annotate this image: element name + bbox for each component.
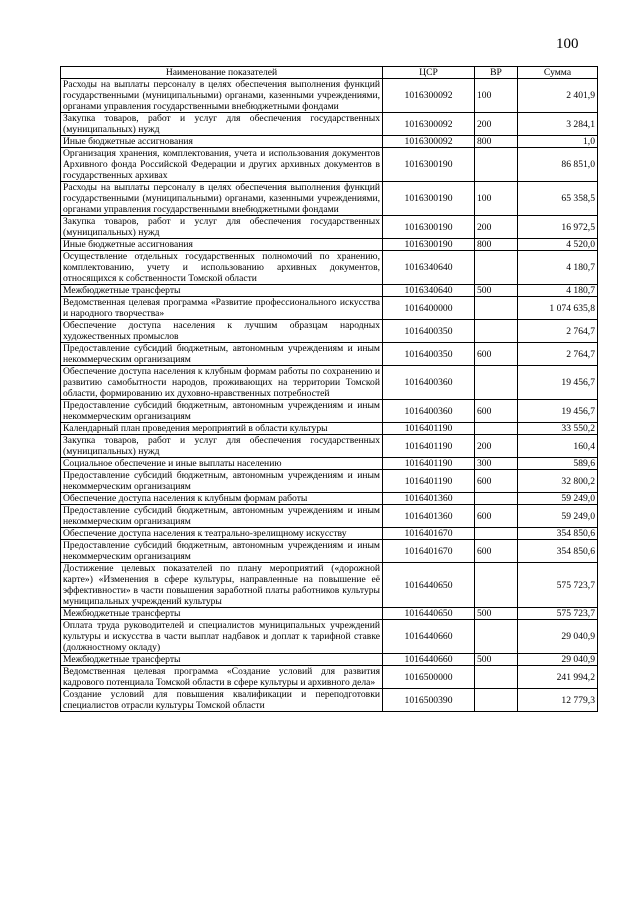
row-name-cell: Ведомственная целевая программа «Создание условий для развития кадрового потенциала Томской области в сфере культуры и архивного дела» [61,666,383,689]
table-row [61,540,598,563]
row-csr-cell: 1016400360 [383,366,475,400]
header-name: Наименование показателей [61,67,383,79]
row-vr-cell [475,366,518,400]
row-name-cell: Расходы на выплаты персоналу в целях обеспечения выполнения функций государственными (муниципальными) органами, казенными учреждениями, органами управления государственными внебюджетными фондами [61,182,383,216]
row-csr-cell: 1016300190 [383,182,475,216]
row-name-cell: Иные бюджетные ассигнования [61,239,383,251]
row-vr-cell: 600 [475,343,518,366]
row-csr-cell: 1016400350 [383,343,475,366]
row-name-cell: Обеспечение доступа населения к клубным формам работы по сохранению и развитию самобытности народов, проживающих на территории Томской области, формированию их духовно-нравственных потребностей [61,366,383,400]
row-sum-cell: 65 358,5 [518,182,598,216]
row-vr-cell: 600 [475,505,518,528]
row-name-cell: Осуществление отдельных государственных полномочий по хранению, комплектованию, учету и использованию архивных документов, относящихся к собственности Томской области [61,251,383,285]
row-sum-cell: 354 850,6 [518,540,598,563]
table-row [61,239,598,251]
row-name-cell: Расходы на выплаты персоналу в целях обеспечения выполнения функций государственными (муниципальными) органами, казенными учреждениями, органами управления государственными внебюджетными фондами [61,79,383,113]
table-row [61,620,598,654]
row-vr-cell: 300 [475,458,518,470]
row-vr-cell [475,528,518,540]
table-row [61,216,598,239]
row-csr-cell: 1016300092 [383,136,475,148]
row-sum-cell: 29 040,9 [518,620,598,654]
row-csr-cell: 1016401670 [383,540,475,563]
row-csr-cell: 1016401360 [383,493,475,505]
row-sum-cell: 59 249,0 [518,493,598,505]
row-sum-cell: 575 723,7 [518,563,598,608]
row-sum-cell: 1,0 [518,136,598,148]
row-csr-cell: 1016440650 [383,608,475,620]
row-sum-cell: 12 779,3 [518,689,598,712]
table-row [61,563,598,608]
row-vr-cell [475,689,518,712]
row-name-cell: Организация хранения, комплектования, учета и использования документов Архивного фонда Российской Федерации и других архивных документов в государственных архивах [61,148,383,182]
row-vr-cell [475,297,518,320]
row-name-cell: Обеспечение доступа населения к театрально-зрелищному искусству [61,528,383,540]
row-name-cell: Иные бюджетные ассигнования [61,136,383,148]
row-csr-cell: 1016400350 [383,320,475,343]
row-vr-cell: 100 [475,182,518,216]
row-name-cell: Предоставление субсидий бюджетным, автономным учреждениям и иным некоммерческим организациям [61,400,383,423]
table-row [61,136,598,148]
table-row [61,182,598,216]
row-csr-cell: 1016300092 [383,79,475,113]
row-csr-cell: 1016340640 [383,251,475,285]
row-csr-cell: 1016340640 [383,285,475,297]
row-name-cell: Обеспечение доступа населения к лучшим образцам народных художественных промыслов [61,320,383,343]
row-csr-cell: 1016300190 [383,239,475,251]
row-sum-cell: 575 723,7 [518,608,598,620]
row-csr-cell: 1016440650 [383,563,475,608]
header-vr: ВР [475,67,518,79]
table-header-row [61,67,598,79]
row-name-cell: Предоставление субсидий бюджетным, автономным учреждениям и иным некоммерческим организациям [61,343,383,366]
row-sum-cell: 86 851,0 [518,148,598,182]
table-row [61,400,598,423]
row-vr-cell: 500 [475,285,518,297]
row-name-cell: Календарный план проведения мероприятий в области культуры [61,423,383,435]
row-vr-cell [475,423,518,435]
row-sum-cell: 3 284,1 [518,113,598,136]
row-vr-cell [475,320,518,343]
table-row [61,148,598,182]
row-csr-cell: 1016401670 [383,528,475,540]
table-row [61,608,598,620]
row-csr-cell: 1016440660 [383,654,475,666]
row-vr-cell: 200 [475,216,518,239]
table-row [61,366,598,400]
row-sum-cell: 2 401,9 [518,79,598,113]
table-row [61,458,598,470]
row-vr-cell [475,620,518,654]
row-csr-cell: 1016400360 [383,400,475,423]
table-body [61,79,598,712]
table-row [61,528,598,540]
row-vr-cell: 200 [475,113,518,136]
table-row [61,435,598,458]
row-name-cell: Межбюджетные трансферты [61,608,383,620]
row-csr-cell: 1016300190 [383,216,475,239]
row-vr-cell [475,493,518,505]
budget-table [60,66,598,712]
row-vr-cell: 200 [475,435,518,458]
row-name-cell: Закупка товаров, работ и услуг для обеспечения государственных (муниципальных) нужд [61,435,383,458]
row-name-cell: Предоставление субсидий бюджетным, автономным учреждениям и иным некоммерческим организациям [61,505,383,528]
row-name-cell: Обеспечение доступа населения к клубным формам работы [61,493,383,505]
table-row [61,689,598,712]
row-csr-cell: 1016300092 [383,113,475,136]
row-vr-cell: 800 [475,239,518,251]
row-name-cell: Межбюджетные трансферты [61,285,383,297]
row-vr-cell [475,148,518,182]
row-sum-cell: 33 550,2 [518,423,598,435]
row-sum-cell: 2 764,7 [518,320,598,343]
row-vr-cell [475,563,518,608]
row-sum-cell: 160,4 [518,435,598,458]
table-row [61,505,598,528]
row-name-cell: Предоставление субсидий бюджетным, автономным учреждениям и иным некоммерческим организациям [61,540,383,563]
row-csr-cell: 1016400000 [383,297,475,320]
row-vr-cell: 800 [475,136,518,148]
row-csr-cell: 1016401190 [383,470,475,493]
row-name-cell: Ведомственная целевая программа «Развитие профессионального искусства и народного творчества» [61,297,383,320]
row-vr-cell [475,251,518,285]
row-vr-cell: 500 [475,608,518,620]
table-row [61,285,598,297]
row-csr-cell: 1016300190 [383,148,475,182]
row-sum-cell: 16 972,5 [518,216,598,239]
row-vr-cell: 100 [475,79,518,113]
row-sum-cell: 354 850,6 [518,528,598,540]
row-csr-cell: 1016500000 [383,666,475,689]
table-row [61,343,598,366]
row-name-cell: Социальное обеспечение и иные выплаты населению [61,458,383,470]
row-name-cell: Создание условий для повышения квалификации и переподготовки специалистов отрасли культуры Томской области [61,689,383,712]
row-name-cell: Предоставление субсидий бюджетным, автономным учреждениям и иным некоммерческим организациям [61,470,383,493]
table-row [61,423,598,435]
row-sum-cell: 1 074 635,8 [518,297,598,320]
row-name-cell: Оплата труда руководителей и специалистов муниципальных учреждений культуры и искусства в части выплат надбавок и доплат к тарифной ставке (должностному окладу) [61,620,383,654]
row-sum-cell: 4 180,7 [518,285,598,297]
row-sum-cell: 2 764,7 [518,343,598,366]
row-sum-cell: 32 800,2 [518,470,598,493]
row-sum-cell: 4 520,0 [518,239,598,251]
table-row [61,666,598,689]
table-row [61,493,598,505]
row-vr-cell: 600 [475,400,518,423]
table-row [61,113,598,136]
table-row [61,470,598,493]
table-row [61,654,598,666]
row-sum-cell: 19 456,7 [518,400,598,423]
row-csr-cell: 1016440660 [383,620,475,654]
row-name-cell: Достижение целевых показателей по плану мероприятий («дорожной карте») «Изменения в сфере культуры, направленные на повышение её эффективности» в части повышения заработной платы работников культуры муниципальных учреждений культуры [61,563,383,608]
table-row [61,79,598,113]
page-number: 100 [556,36,579,52]
row-vr-cell [475,666,518,689]
row-csr-cell: 1016401190 [383,435,475,458]
row-sum-cell: 59 249,0 [518,505,598,528]
row-csr-cell: 1016401190 [383,458,475,470]
row-name-cell: Закупка товаров, работ и услуг для обеспечения государственных (муниципальных) нужд [61,216,383,239]
row-sum-cell: 241 994,2 [518,666,598,689]
table-row [61,320,598,343]
row-sum-cell: 589,6 [518,458,598,470]
row-vr-cell: 600 [475,540,518,563]
header-sum: Сумма [518,67,598,79]
row-csr-cell: 1016500390 [383,689,475,712]
row-vr-cell: 600 [475,470,518,493]
row-csr-cell: 1016401190 [383,423,475,435]
row-sum-cell: 19 456,7 [518,366,598,400]
table-row [61,251,598,285]
row-csr-cell: 1016401360 [383,505,475,528]
row-vr-cell: 500 [475,654,518,666]
header-csr: ЦСР [383,67,475,79]
row-name-cell: Закупка товаров, работ и услуг для обеспечения государственных (муниципальных) нужд [61,113,383,136]
table-row [61,297,598,320]
row-name-cell: Межбюджетные трансферты [61,654,383,666]
row-sum-cell: 29 040,9 [518,654,598,666]
row-sum-cell: 4 180,7 [518,251,598,285]
